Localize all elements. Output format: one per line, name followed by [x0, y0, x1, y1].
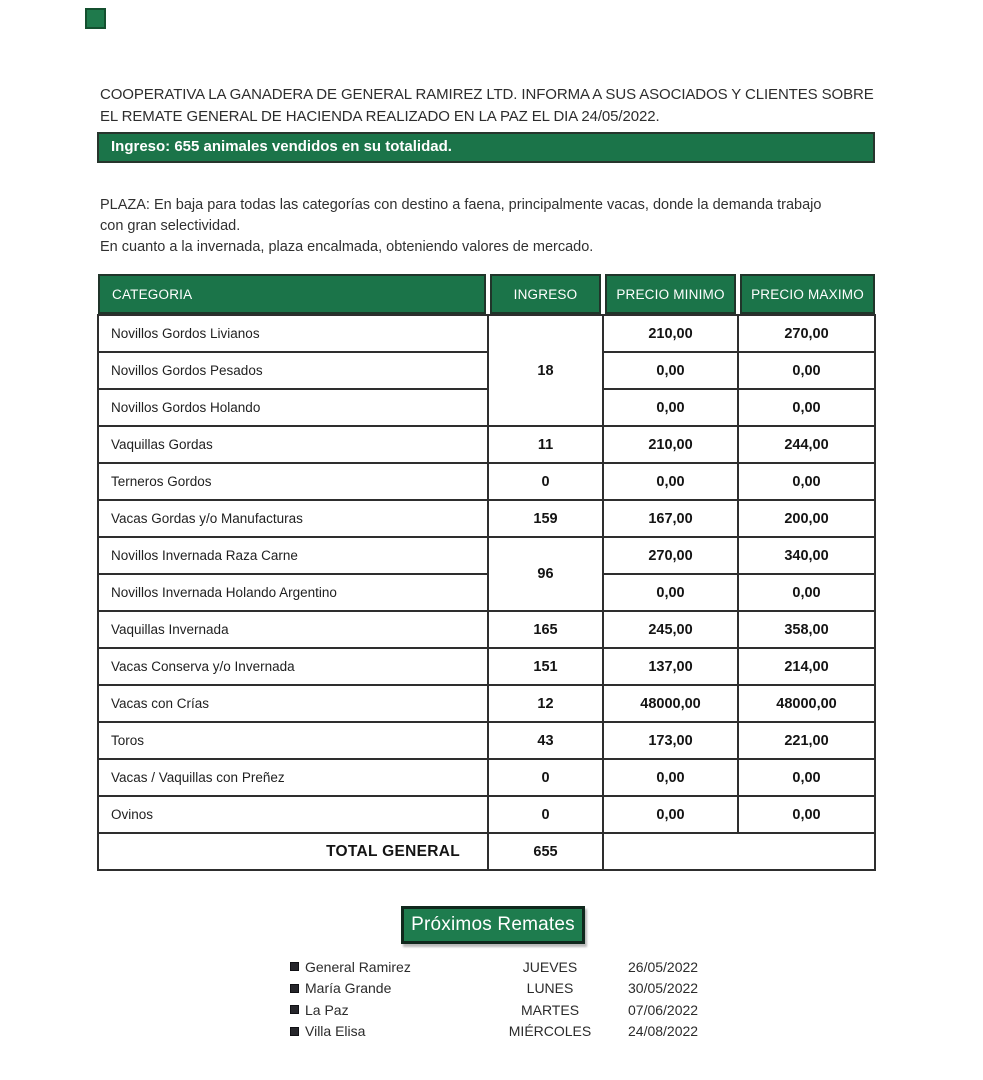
remate-place: María Grande: [305, 980, 392, 997]
square-bullet-icon: [290, 962, 299, 971]
header-precio-maximo: PRECIO MAXIMO: [740, 274, 875, 314]
categoria-cell: Novillos Gordos Holando: [98, 389, 488, 426]
header-line-2: EL REMATE GENERAL DE HACIENDA REALIZADO EN LA PAZ EL DIA 24/05/2022.: [100, 108, 660, 125]
precio-maximo-cell: 0,00: [738, 389, 875, 426]
total-label: TOTAL GENERAL: [98, 833, 488, 870]
plaza-line-1: PLAZA: En baja para todas las categorías con destino a faena, principalmente vacas, donde la demanda trabajo: [100, 197, 822, 213]
remate-item: [290, 999, 710, 1021]
ingreso-cell: 11: [488, 426, 603, 463]
categoria-cell: Terneros Gordos: [98, 463, 488, 500]
remate-date: 30/05/2022: [628, 980, 699, 997]
ingreso-cell: 18: [488, 315, 603, 426]
precio-maximo-cell: 0,00: [738, 463, 875, 500]
remate-date: 26/05/2022: [628, 958, 699, 975]
header-precio-minimo: PRECIO MINIMO: [605, 274, 736, 314]
remate-date: 24/08/2022: [628, 1023, 699, 1040]
precio-minimo-cell: 0,00: [603, 759, 738, 796]
remate-place: General Ramirez: [305, 958, 411, 975]
precio-maximo-cell: 244,00: [738, 426, 875, 463]
ingreso-cell: 0: [488, 759, 603, 796]
categoria-cell: Novillos Invernada Holando Argentino: [98, 574, 488, 611]
remate-day: MIÉRCOLES: [508, 1023, 592, 1040]
table-row: [98, 315, 875, 352]
categoria-cell: Novillos Gordos Pesados: [98, 352, 488, 389]
plaza-line-3: En cuanto a la invernada, plaza encalmada, obteniendo valores de mercado.: [100, 239, 594, 255]
precio-maximo-cell: 270,00: [738, 315, 875, 352]
precio-maximo-cell: 0,00: [738, 796, 875, 833]
header-categoria: CATEGORIA: [98, 274, 486, 314]
total-ingreso: 655: [488, 833, 603, 870]
table-row: [98, 463, 875, 500]
table-row: [98, 389, 875, 426]
precio-maximo-cell: 221,00: [738, 722, 875, 759]
table-header: [98, 274, 875, 315]
categoria-cell: Vaquillas Gordas: [98, 426, 488, 463]
precio-minimo-cell: 0,00: [603, 352, 738, 389]
table-row: [98, 648, 875, 685]
precio-maximo-cell: 0,00: [738, 574, 875, 611]
table-row: [98, 500, 875, 537]
square-bullet-icon: [290, 984, 299, 993]
table-row: [98, 426, 875, 463]
table-row: [98, 352, 875, 389]
precio-minimo-cell: 0,00: [603, 796, 738, 833]
precio-maximo-cell: 340,00: [738, 537, 875, 574]
square-bullet-icon: [290, 1005, 299, 1014]
ingreso-cell: 0: [488, 796, 603, 833]
prices-table-wrap: [97, 274, 874, 871]
precio-minimo-cell: 0,00: [603, 574, 738, 611]
precio-minimo-cell: 210,00: [603, 426, 738, 463]
precio-minimo-cell: 0,00: [603, 463, 738, 500]
precio-maximo-cell: 214,00: [738, 648, 875, 685]
precio-minimo-cell: 167,00: [603, 500, 738, 537]
header-ingreso: INGRESO: [490, 274, 601, 314]
ingreso-cell: 96: [488, 537, 603, 611]
precio-minimo-cell: 210,00: [603, 315, 738, 352]
categoria-cell: Vacas / Vaquillas con Preñez: [98, 759, 488, 796]
precio-minimo-cell: 48000,00: [603, 685, 738, 722]
remates-list: [290, 956, 710, 1042]
precio-maximo-cell: 0,00: [738, 352, 875, 389]
ingreso-cell: 43: [488, 722, 603, 759]
precio-maximo-cell: 200,00: [738, 500, 875, 537]
precio-minimo-cell: 270,00: [603, 537, 738, 574]
table-row: [98, 537, 875, 574]
total-row: [98, 833, 875, 870]
plaza-paragraph: [100, 195, 920, 258]
remate-day: JUEVES: [522, 958, 578, 975]
remate-item: [290, 1021, 710, 1043]
categoria-cell: Vacas con Crías: [98, 685, 488, 722]
categoria-cell: Toros: [98, 722, 488, 759]
total-tbody: [98, 833, 875, 870]
precio-minimo-cell: 245,00: [603, 611, 738, 648]
remate-item: [290, 956, 710, 978]
ingreso-cell: 159: [488, 500, 603, 537]
document-header: [100, 84, 895, 128]
remate-place: Villa Elisa: [305, 1023, 366, 1040]
remate-day: LUNES: [526, 980, 574, 997]
table-row: [98, 685, 875, 722]
precio-maximo-cell: 48000,00: [738, 685, 875, 722]
remate-place: La Paz: [305, 1001, 349, 1018]
table-row: [98, 574, 875, 611]
precio-maximo-cell: 358,00: [738, 611, 875, 648]
table-row: [98, 722, 875, 759]
table-row: [98, 796, 875, 833]
ingreso-banner: Ingreso: 655 animales vendidos en su totalidad.: [97, 132, 875, 163]
table-row: [98, 759, 875, 796]
total-green-cell: [603, 833, 875, 870]
categoria-cell: Novillos Invernada Raza Carne: [98, 537, 488, 574]
proximos-remates-button[interactable]: Próximos Remates: [401, 906, 585, 944]
header-line-1: COOPERATIVA LA GANADERA DE GENERAL RAMIREZ LTD. INFORMA A SUS ASOCIADOS Y CLIENTES SOBRE: [100, 86, 874, 103]
table-row: [98, 611, 875, 648]
ingreso-cell: 151: [488, 648, 603, 685]
ingreso-cell: 0: [488, 463, 603, 500]
prices-table: [97, 274, 876, 871]
precio-maximo-cell: 0,00: [738, 759, 875, 796]
remate-item: [290, 978, 710, 1000]
categoria-cell: Ovinos: [98, 796, 488, 833]
ingreso-cell: 12: [488, 685, 603, 722]
categoria-cell: Vacas Gordas y/o Manufacturas: [98, 500, 488, 537]
ingreso-cell: 165: [488, 611, 603, 648]
categories-tbody: [98, 315, 875, 833]
green-square-mark: [85, 8, 106, 29]
precio-minimo-cell: 0,00: [603, 389, 738, 426]
precio-minimo-cell: 173,00: [603, 722, 738, 759]
square-bullet-icon: [290, 1027, 299, 1036]
categoria-cell: Novillos Gordos Livianos: [98, 315, 488, 352]
categoria-cell: Vacas Conserva y/o Invernada: [98, 648, 488, 685]
categoria-cell: Vaquillas Invernada: [98, 611, 488, 648]
remate-date: 07/06/2022: [628, 1001, 699, 1018]
plaza-line-2: con gran selectividad.: [100, 218, 241, 234]
precio-minimo-cell: 137,00: [603, 648, 738, 685]
remate-day: MARTES: [520, 1001, 580, 1018]
